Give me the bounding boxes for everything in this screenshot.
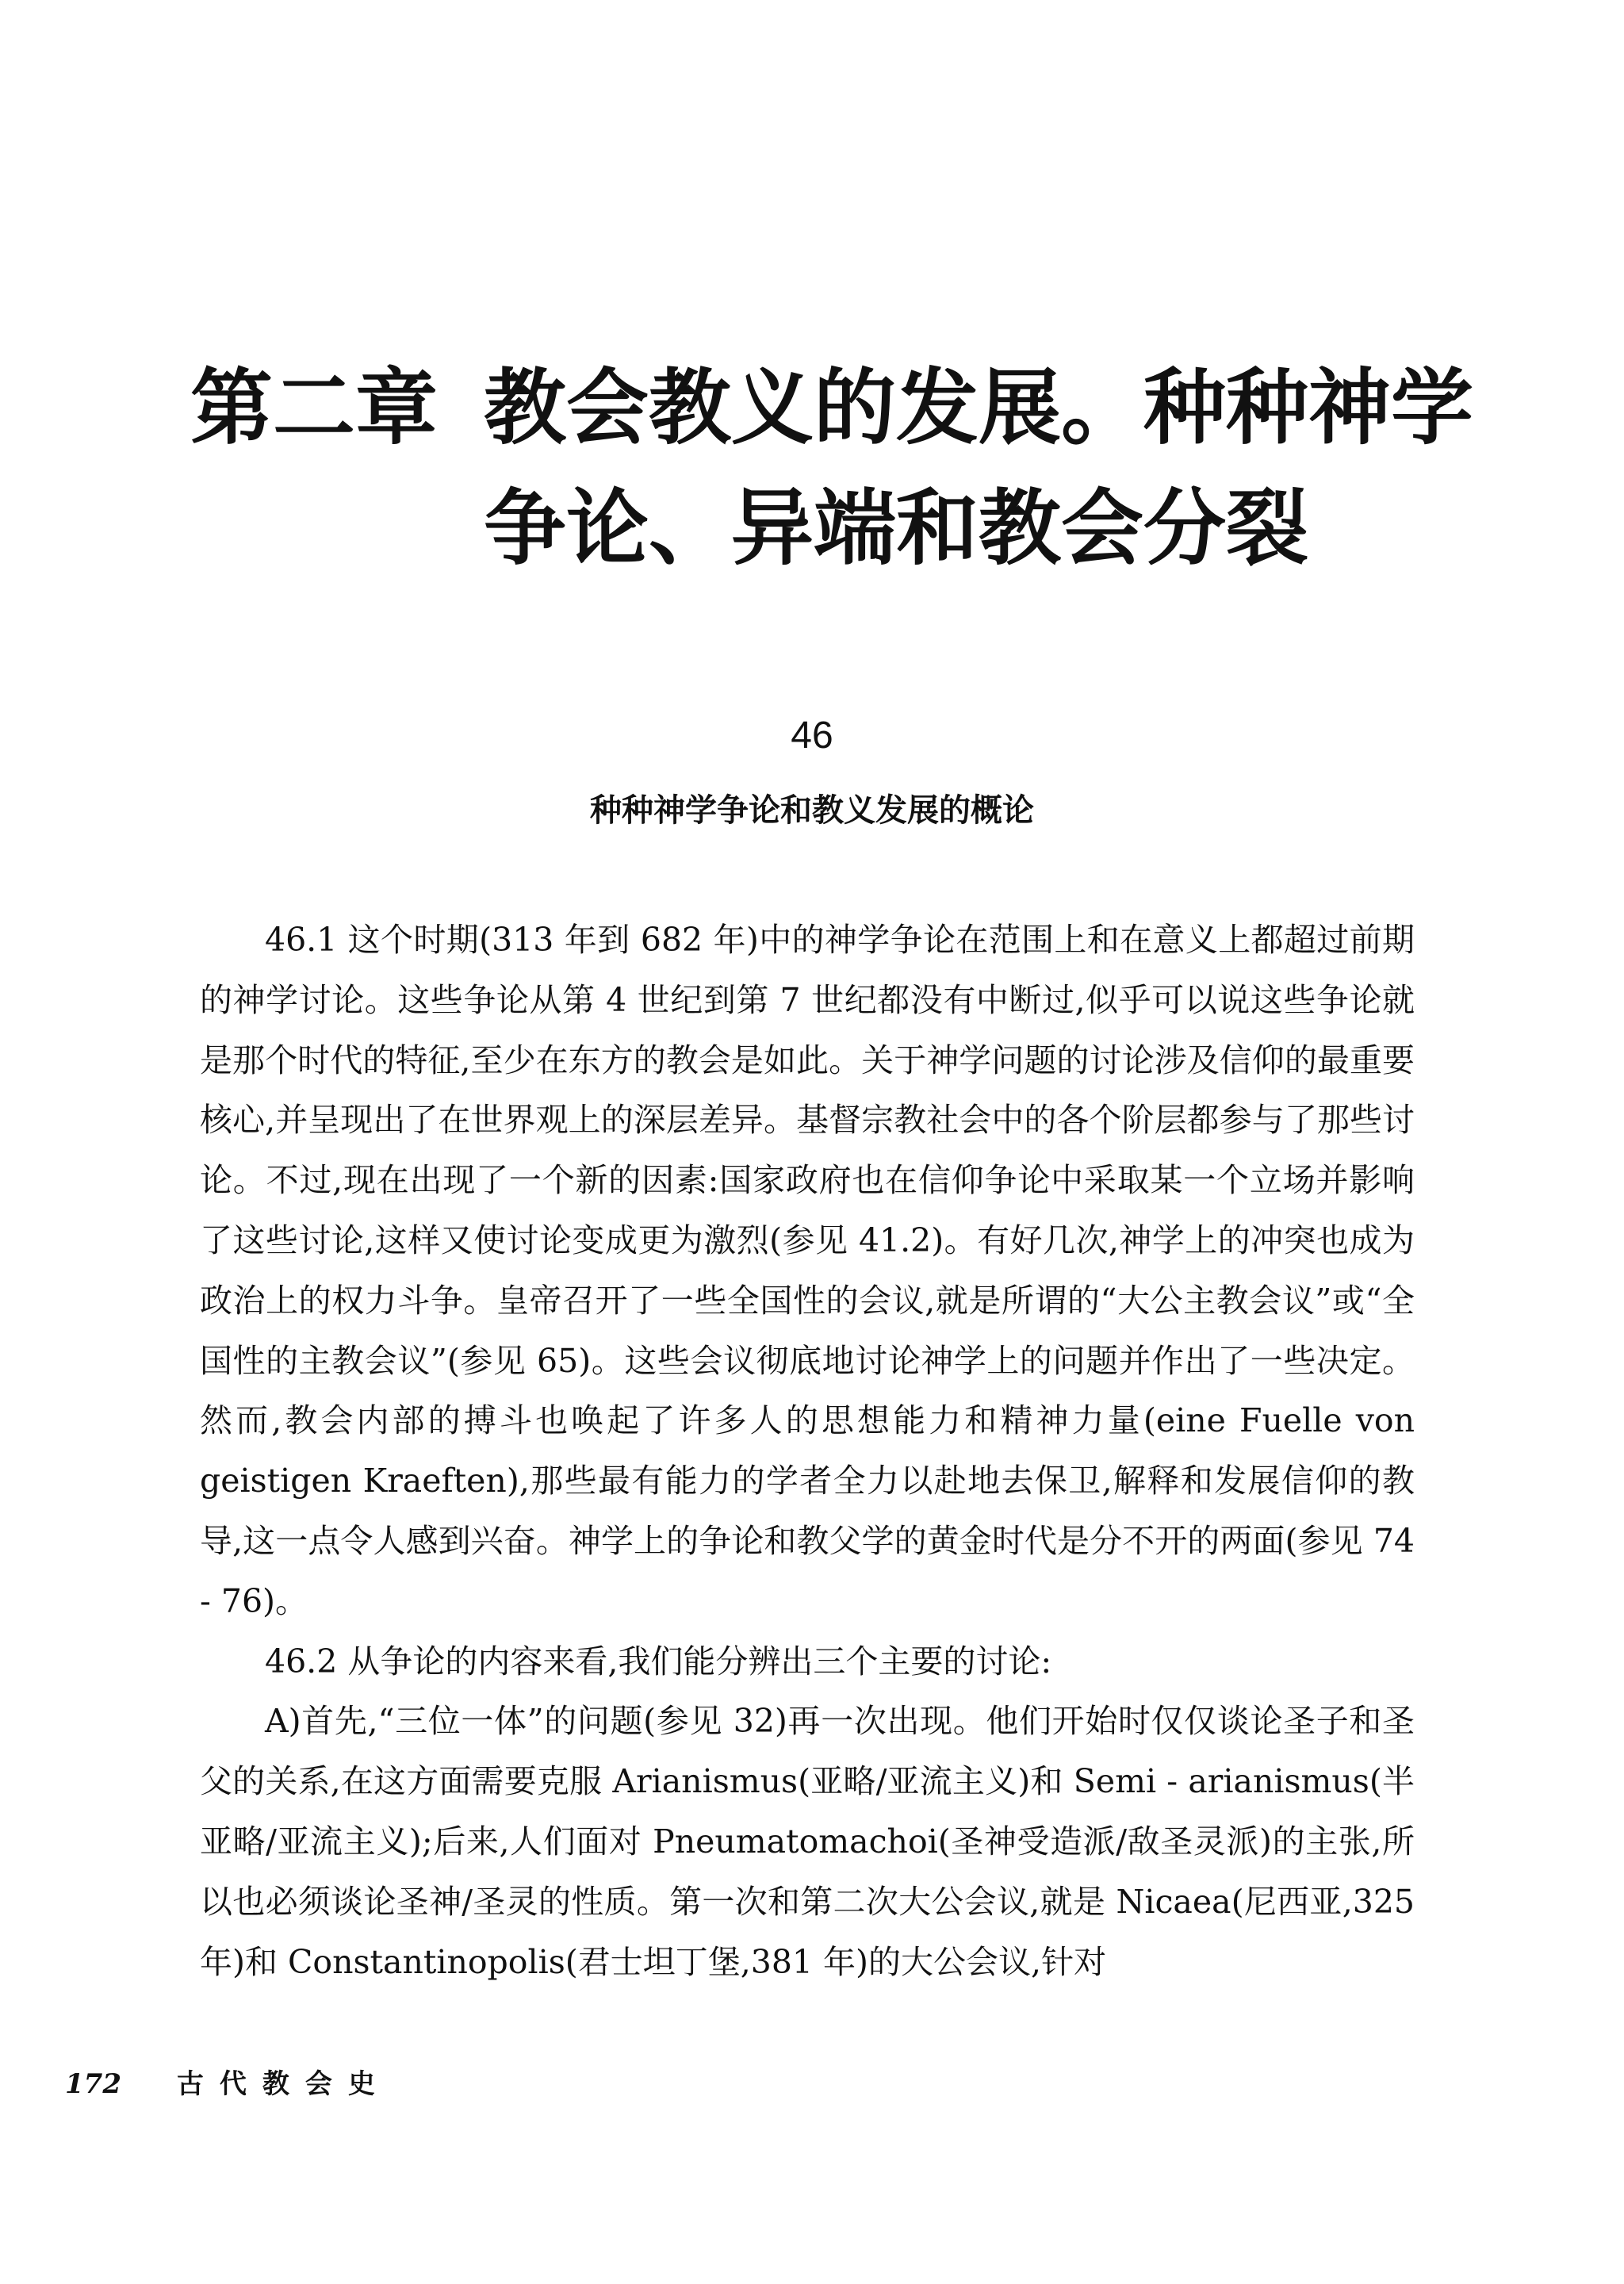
chapter-heading-line1 bbox=[190, 347, 1474, 468]
paragraph: 46.2 从争论的内容来看,我们能分辨出三个主要的讨论: bbox=[265, 1642, 1052, 1680]
chapter-title-line2: 争论、异端和教会分裂 bbox=[484, 480, 1309, 577]
chapter-label: 第二章 bbox=[190, 359, 439, 456]
chapter-title-line1: 教会教义的发展。种种神学 bbox=[484, 359, 1474, 456]
chapter-heading bbox=[190, 347, 1474, 588]
body-text bbox=[200, 910, 1415, 1992]
running-head: 古代教会史 bbox=[176, 2068, 391, 2100]
page-footer bbox=[65, 2062, 391, 2101]
page-number: 172 bbox=[65, 2068, 121, 2100]
section-number: 46 bbox=[791, 715, 833, 757]
section-title: 种种神学争论和教义发展的概论 bbox=[590, 792, 1034, 829]
paragraph: 46.1 这个时期(313 年到 682 年)中的神学争论在范围上和在意义上都超过前期的神学讨论。这些争论从第 4 世纪到第 7 世纪都没有中断过,似乎可以说这些争论就是那个时代的特征,至少在东方的教会是如此。关于神学问题的讨论涉及信仰的最重要核心,并呈现出了在世界观上的深层差异。基督宗教社会中的各个阶层都参与了那些讨论。不过,现在出现了一个新的因素:国家政府也在信仰争论中采取某一个立场并影响了这些讨论,这样又使讨论变成更为激烈(参见 41.2)。有好几次,神学上的冲突也成为政治上的权力斗争。皇帝召开了一些全国性的会议,就是所谓的“大公主教会议”或“全国性的主教会议”(参见 65)。这些会议彻底地讨论神学上的问题并作出了一些决定。然而,教会内部的搏斗也唤起了许多人的思想能力和精神力量(eine Fuelle von geistigen Kraeften),那些最有能力的学者全力以赴地去保卫,解释和发展信仰的教导,这一点令人感到兴奋。神学上的争论和教父学的黄金时代是分不开的两面(参见 74 - 76)。 bbox=[200, 921, 1415, 1620]
paragraph: A)首先,“三位一体”的问题(参见 32)再一次出现。他们开始时仅仅谈论圣子和圣父的关系,在这方面需要克服 Arianismus(亚略/亚流主义)和 Semi - arianismus(半亚略/亚流主义);后来,人们面对 Pneumatomachoi(圣神受造派/敌圣灵派)的主张,所以也必须谈论圣神/圣灵的性质。第一次和第二次大公会议,就是 Nicaea(尼西亚,325 年)和 Constantinopolis(君士坦丁堡,381 年)的大公会议,针对 bbox=[200, 1702, 1415, 1981]
